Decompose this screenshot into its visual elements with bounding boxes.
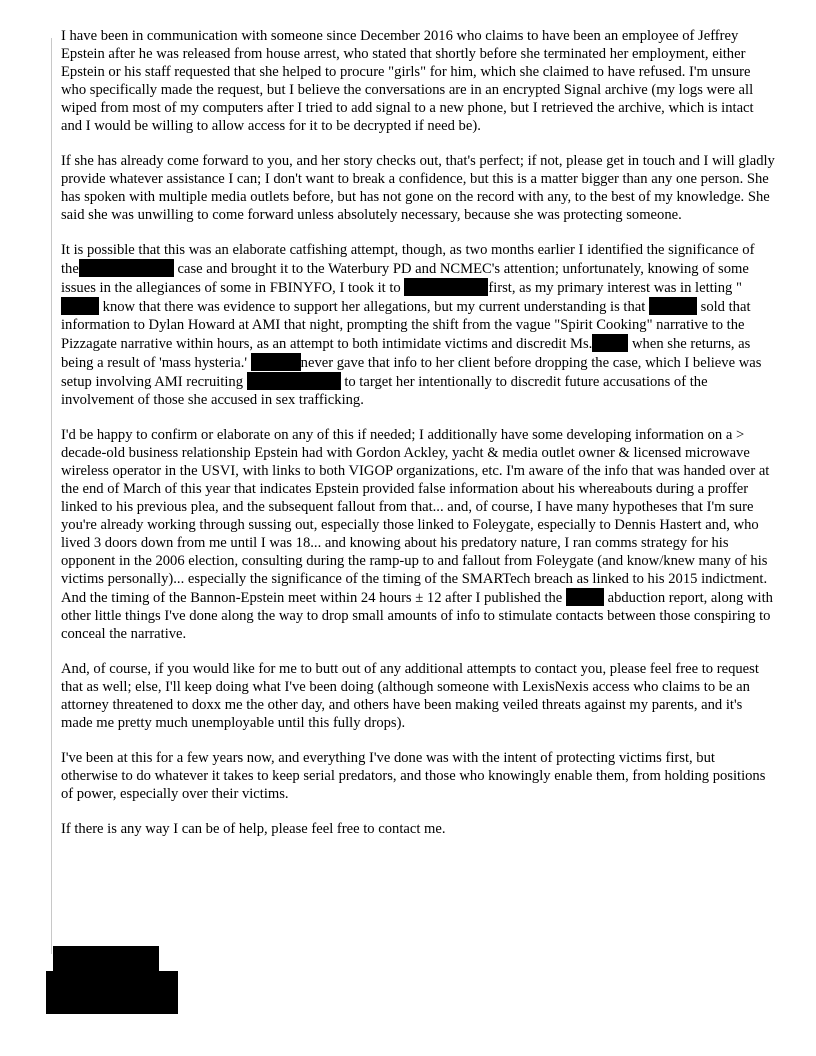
redaction-bar xyxy=(247,372,341,390)
redaction-bar xyxy=(251,353,301,371)
paragraph-4-text-1: I'd be happy to confirm or elaborate on any of this if needed; I additionally have some developing information on a > decade-old business relationship Epstein had with Gordon Ackley, yacht & media outlet owner & licensed microwave wireless operator in the USVI, with links to both VIGOP organizations, etc. I'm aware of the info that was handed over at the end of March of this year that indicates Epstein provided false information about his whereabouts during a proffer linked to his previous plea, and the subsequent fallout from that... and, of course, I have many hypotheses that I'm sure you're already working through sussing out, especially those linked to Foleygate, especially to Dennis Hastert and, who lived 3 doors down from me until I was 18... and knowing about his predatory nature, I ran comms strategy for his opponent in the 2006 election, consulting during the ramp-up to and fallout from Foleygate (and know/knew many of his victims personally)... especially the significance of the timing of the SMARTech breach as linked to his 2015 indictment. And the timing of the Bannon-Epstein meet within 24 hours ± 12 after I published the xyxy=(61,427,770,606)
paragraph-3 xyxy=(61,241,775,409)
left-margin-rule xyxy=(51,38,52,954)
paragraph-6: I've been at this for a few years now, and everything I've done was with the intent of protecting victims first, but otherwise to do whatever it takes to keep serial predators, and those who knowingly enable them, from holding positions of power, especially over their victims. xyxy=(61,750,766,802)
redaction-bar xyxy=(404,278,488,296)
paragraph-3-text-6: when she returns, as being a result of 'mass hysteria.' xyxy=(61,336,751,371)
paragraph-4-text-2: abduction report, along with other little things I've done along the way to drop small amounts of info to stimulate contacts between those conspiring to conceal the narrative. xyxy=(61,590,773,642)
paragraph-3-text-3: first, as my primary interest was in letting " xyxy=(488,280,742,296)
signature-redaction-top xyxy=(53,946,159,973)
redaction-bar xyxy=(566,588,604,606)
paragraph-3-text-4: know that there was evidence to support her allegations, but my current understanding is that xyxy=(102,299,646,315)
paragraph-3-text-5: sold that information to Dylan Howard at AMI that night, prompting the shift from the vague "Spirit Cooking" narrative to the Pizzagate narrative within hours, as an attempt to both intimidate victims and discredit Ms. xyxy=(61,299,751,352)
paragraph-3-text-8: to target her intentionally to discredit future accusations of the involvement of those she accused in sex trafficking. xyxy=(61,374,708,408)
paragraph-2: If she has already come forward to you, and her story checks out, that's perfect; if not, please get in touch and I will gladly provide whatever assistance I can; I don't want to break a confidence, but this is a matter bigger than any one person. She has spoken with multiple media outlets before, but has not gone on the record with any, to the best of my knowledge. She said she was unwilling to come forward unless absolutely necessary, because she was protecting someone. xyxy=(61,153,775,223)
paragraph-7: If there is any way I can be of help, please feel free to contact me. xyxy=(61,821,446,837)
signature-redaction-bottom xyxy=(46,971,178,1014)
letter-body xyxy=(61,27,775,855)
paragraph-3-text-7: never gave that info to her client before dropping the case, which I believe was setup involving AMI recruiting xyxy=(61,355,762,390)
paragraph-1: I have been in communication with someone since December 2016 who claims to have been an employee of Jeffrey Epstein after he was released from house arrest, who stated that shortly before she terminated her employment, either Epstein or his staff requested that she helped to procure "girls" for him, which she claimed to have refused. I'm unsure who specifically made the request, but I believe the conversations are in an encrypted Signal archive (my logs were all wiped from most of my computers after I tried to add signal to a new phone, but I retrieved the archive, which is intact and I would be willing to allow access for it to be decrypted if need be). xyxy=(61,28,754,134)
redaction-bar xyxy=(61,297,99,315)
paragraph-4 xyxy=(61,426,775,643)
paragraph-5: And, of course, if you would like for me to butt out of any additional attempts to contact you, please feel free to request that as well; else, I'll keep doing what I've been doing (although someone with LexisNexis access who claims to be an attorney threatened to doxx me the other day, and others have been making veiled threats against my parents, and it's made me pretty much unemployable until this fully drops). xyxy=(61,661,759,731)
redaction-bar xyxy=(79,259,174,277)
redaction-bar xyxy=(649,297,697,315)
paragraph-3-text-1: It is possible that this was an elaborate catfishing attempt, though, as two months earlier I identified the significance of the xyxy=(61,242,755,277)
redaction-bar xyxy=(592,334,628,352)
paragraph-3-text-2: case and brought it to the Waterbury PD and NCMEC's attention; unfortunately, knowing of some issues in the allegiances of some in FBINYFO, I took it to xyxy=(61,261,749,296)
